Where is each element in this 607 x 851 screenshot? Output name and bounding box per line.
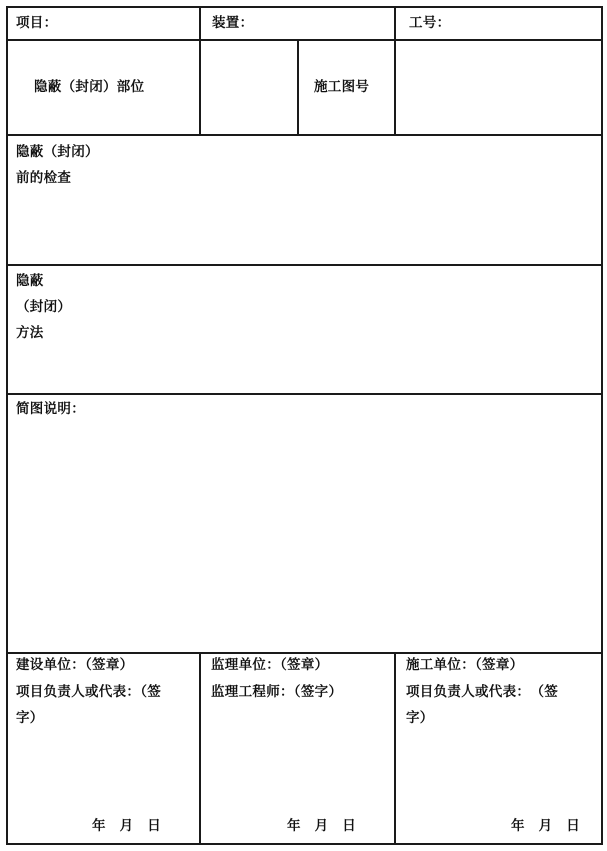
supervisor-unit-label: 监理单位：（签章） — [211, 657, 329, 673]
border-bottom — [6, 843, 603, 845]
method-label-line2: （封闭） — [16, 299, 72, 315]
border-right — [601, 6, 603, 845]
col-divider-a — [199, 6, 201, 134]
pre-check-label-line2: 前的检查 — [16, 170, 72, 186]
method-label-line1: 隐蔽 — [16, 273, 44, 289]
method-label-line3: 方法 — [16, 325, 44, 341]
border-top — [6, 6, 603, 8]
job-no-label: 工号： — [409, 15, 451, 31]
row-divider-2 — [6, 134, 603, 136]
contractor-person-label: 项目负责人或代表： （签 — [406, 684, 559, 700]
col-divider-sign-2 — [394, 652, 396, 843]
concealed-works-inspection-form — [6, 6, 603, 845]
contractor-unit-label: 施工单位：（签章） — [406, 657, 524, 673]
col-divider-c — [394, 6, 396, 134]
drawing-no-label: 施工图号 — [314, 79, 370, 95]
concealed-part-label: 隐蔽（封闭）部位 — [34, 79, 145, 95]
row-divider-3 — [6, 264, 603, 266]
col-divider-sign-1 — [199, 652, 201, 843]
project-label: 项目： — [16, 15, 58, 31]
supervisor-date-label: 年 月 日 — [287, 818, 356, 834]
border-left — [6, 6, 8, 845]
owner-date-label: 年 月 日 — [92, 818, 161, 834]
owner-person-label-cont: 字） — [16, 710, 44, 726]
sketch-label: 简图说明： — [16, 401, 85, 417]
owner-person-label: 项目负责人或代表：（签 — [16, 684, 162, 700]
row-divider-1 — [6, 39, 603, 41]
pre-check-label-line1: 隐蔽（封闭） — [16, 144, 99, 160]
owner-unit-label: 建设单位：（签章） — [16, 657, 134, 673]
col-divider-b — [297, 39, 299, 134]
supervisor-person-label: 监理工程师：（签字） — [211, 684, 343, 700]
row-divider-4 — [6, 393, 603, 395]
device-label: 装置： — [212, 15, 254, 31]
contractor-person-label-cont: 字） — [406, 710, 434, 726]
contractor-date-label: 年 月 日 — [511, 818, 580, 834]
